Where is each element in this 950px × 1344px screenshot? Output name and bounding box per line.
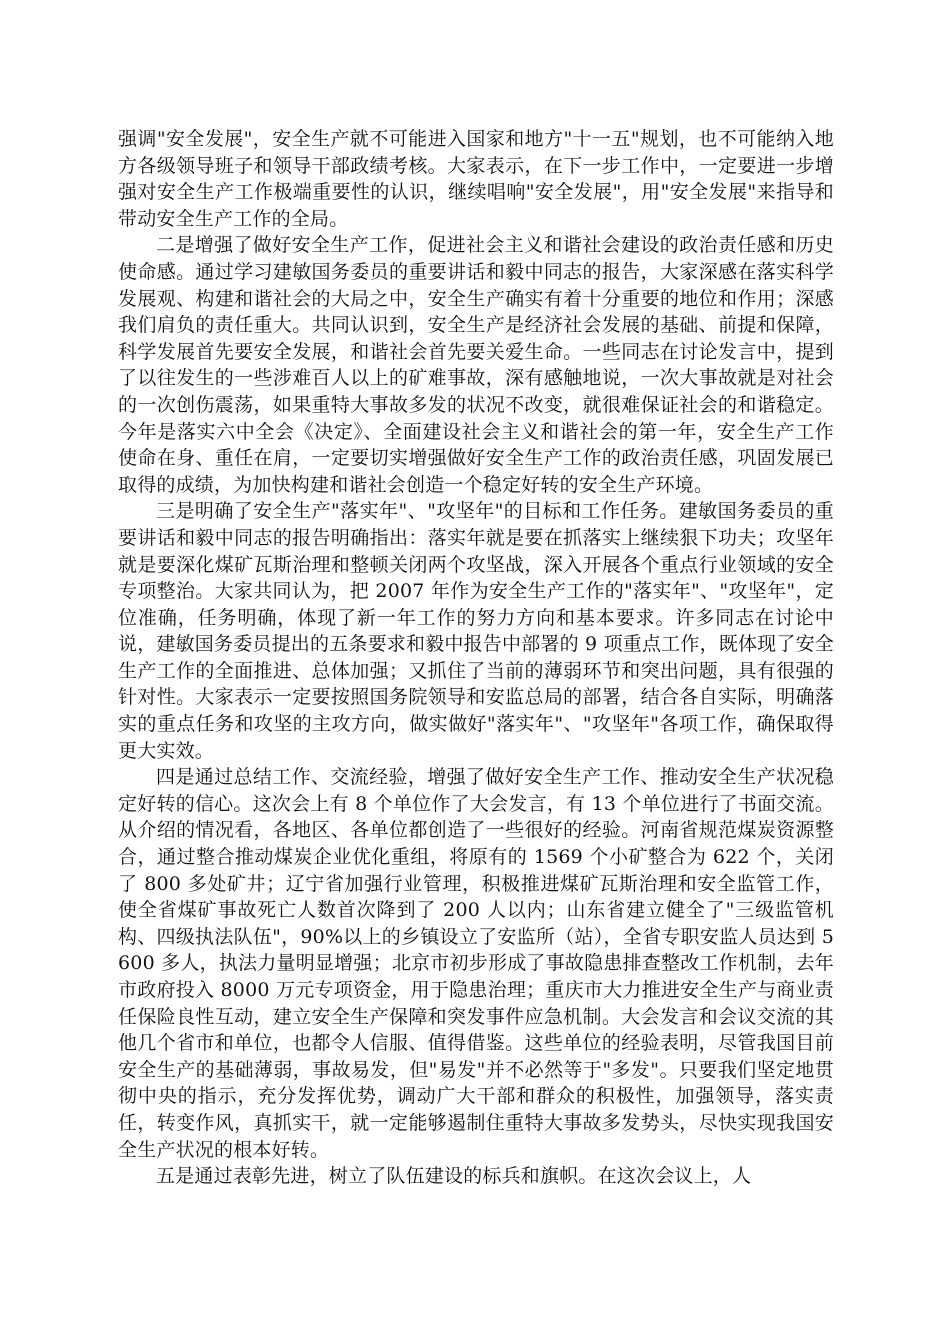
paragraph-3: 三是明确了安全生产"落实年"、"攻坚年"的目标和工作任务。建敏国务委员的重要讲话和毅中同志的报告明确指出：落实年就是要在抓落实上继续狠下功夫；攻坚年就是要深化煤矿瓦斯治理和整顿关闭两个攻坚战，深入开展各个重点行业领域的安全专项整治。大家共同认为，把 2007 年作为安全生产工作的"落实年"、"攻坚年"，定位准确，任务明确，体现了新一年工作的努力方向和基本要求。许多同志在讨论中说，建敏国务委员提出的五条要求和毅中报告中部署的 9 项重点工作，既体现了安全生产工作的全面推进、总体加强；又抓住了当前的薄弱环节和突出问题，具有很强的针对性。大家表示一定要按照国务院领导和安监总局的部署，结合各自实际，明确落实的重点任务和攻坚的主攻方向，做实做好"落实年"、"攻坚年"各项工作，确保取得更大实效。 [118, 500, 834, 762]
paragraph-4: 四是通过总结工作、交流经验，增强了做好安全生产工作、推动安全生产状况稳定好转的信心。这次会上有 8 个单位作了大会发言，有 13 个单位进行了书面交流。从介绍的情况看，各地区、各单位都创造了一些很好的经验。河南省规范煤炭资源整合，通过整合推动煤炭企业优化重组，将原有的 1569 个小矿整合为 622 个，关闭了 800 多处矿井；辽宁省加强行业管理，积极推进煤矿瓦斯治理和安全监管工作，使全省煤矿事故死亡人数首次降到了 200 人以内；山东省建立健全了"三级监管机构、四级执法队伍"，90%以上的乡镇设立了安监所（站），全省专职安监人员达到 5600 多人，执法力量明显增强；北京市初步形成了事故隐患排查整改工作机制，去年市政府投入 8000 万元专项资金，用于隐患治理；重庆市大力推进安全生产与商业责任保险良性互动，建立安全生产保障和突发事件应急机制。大会发言和会议交流的其他几个省市和单位，也都令人信服、值得借鉴。这些单位的经验表明，尽管我国目前安全生产的基础薄弱，事故易发，但"易发"并不必然等于"多发"。只要我们坚定地贯彻中央的指示，充分发挥优势，调动广大干部和群众的积极性，加强领导，落实责任，转变作风，真抓实干，就一定能够遏制住重特大事故多发势头，尽快实现我国安全生产状况的根本好转。 [118, 766, 834, 1161]
paragraph-2: 二是增强了做好安全生产工作，促进社会主义和谐社会建设的政治责任感和历史使命感。通过学习建敏国务委员的重要讲话和毅中同志的报告，大家深感在落实科学发展观、构建和谐社会的大局之中，安全生产确实有着十分重要的地位和作用；深感我们肩负的责任重大。共同认识到，安全生产是经济社会发展的基础、前提和保障，科学发展首先要安全发展，和谐社会首先要关爱生命。一些同志在讨论发言中，提到了以往发生的一些涉难百人以上的矿难事故，深有感触地说，一次大事故就是对社会的一次创伤震荡，如果重特大事故多发的状况不改变，就很难保证社会的和谐稳定。今年是落实六中全会《决定》、全面建设社会主义和谐社会的第一年，安全生产工作使命在身、重任在肩，一定要切实增强做好安全生产工作的政治责任感，巩固发展已取得的成绩，为加快构建和谐社会创造一个稳定好转的安全生产环境。 [118, 234, 834, 496]
document-body [118, 126, 834, 1190]
paragraph-1: 强调"安全发展"，安全生产就不可能进入国家和地方"十一五"规划，也不可能纳入地方各级领导班子和领导干部政绩考核。大家表示，在下一步工作中，一定要进一步增强对安全生产工作极端重要性的认识，继续唱响"安全发展"，用"安全发展"来指导和带动安全生产工作的全局。 [118, 128, 834, 230]
paragraph-5: 五是通过表彰先进，树立了队伍建设的标兵和旗帜。在这次会议上，人 [156, 1165, 752, 1188]
